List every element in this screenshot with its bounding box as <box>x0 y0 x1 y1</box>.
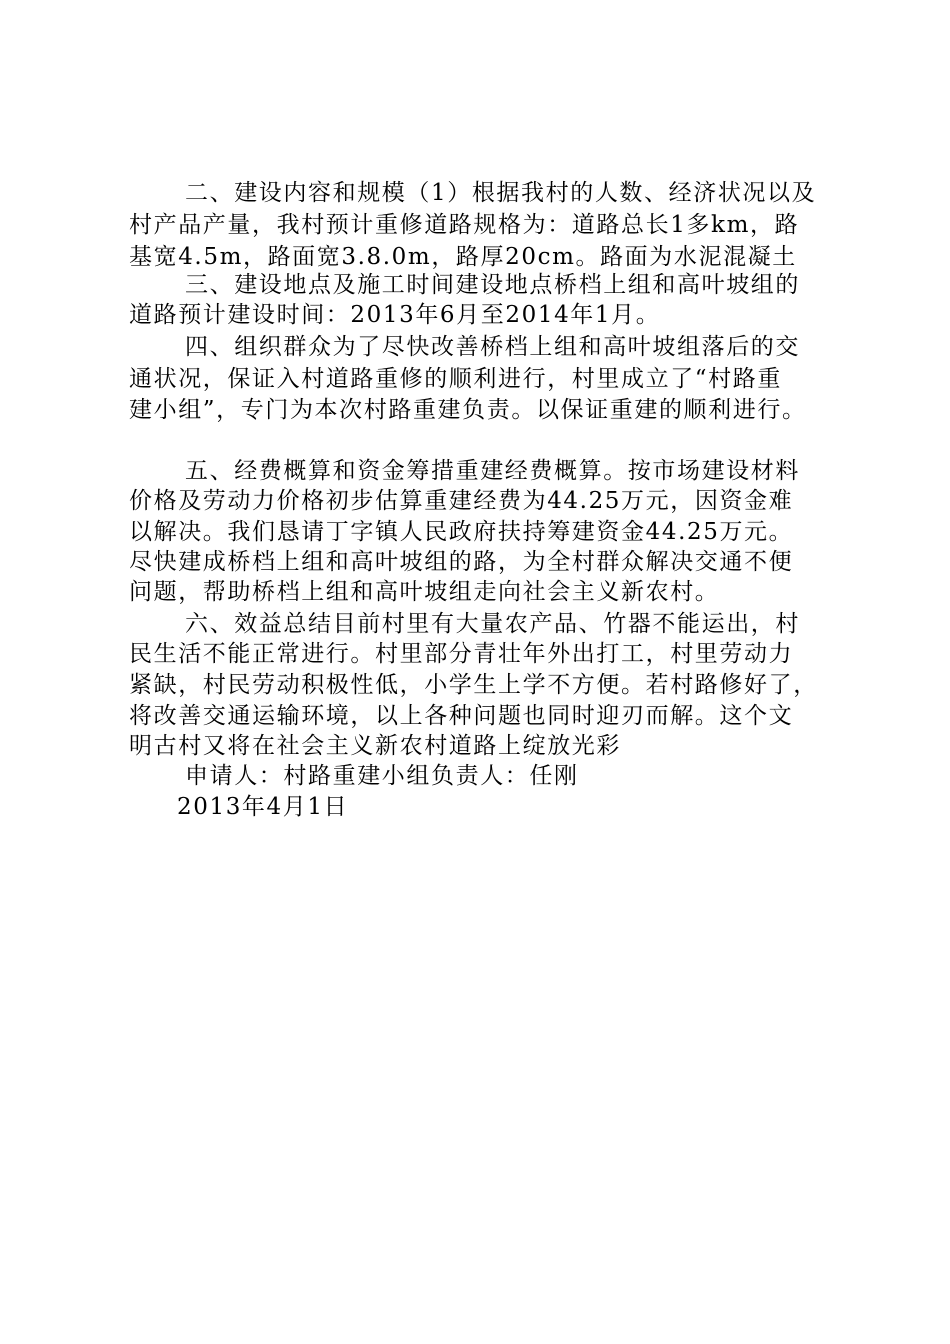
section-4-line-1: 四、组织群众为了尽快改善桥档上组和高叶坡组落后的交 <box>185 334 800 360</box>
section-5-line-2: 价格及劳动力价格初步估算重建经费为44.25万元，因资金难 <box>129 488 794 514</box>
section-6-line-2: 民生活不能正常进行。村里部分青壮年外出打工，村里劳动力 <box>129 641 794 667</box>
section-5-line-5: 问题，帮助桥档上组和高叶坡组走向社会主义新农村。 <box>129 579 720 605</box>
section-2-line-2: 村产品产量，我村预计重修道路规格为：道路总长1多km，路 <box>129 212 800 238</box>
section-3-line-1: 三、建设地点及施工时间建设地点桥档上组和高叶坡组的 <box>185 272 800 298</box>
section-4-line-2: 通状况，保证入村道路重修的顺利进行，村里成立了“村路重 <box>129 366 782 392</box>
section-5-line-3: 以解决。我们恳请丁字镇人民政府扶持筹建资金44.25万元。 <box>129 519 794 545</box>
date-line: 2013年4月1日 <box>177 794 349 820</box>
applicant-line: 申请人：村路重建小组负责人：任刚 <box>185 763 579 789</box>
section-3-line-2: 道路预计建设时间：2013年6月至2014年1月。 <box>129 302 661 328</box>
section-4-line-3: 建小组”，专门为本次村路重建负责。以保证重建的顺利进行。 <box>129 397 807 423</box>
section-2-line-1: 二、建设内容和规模（1）根据我村的人数、经济状况以及 <box>185 180 817 206</box>
section-6-line-4: 将改善交通运输环境，以上各种问题也同时迎刃而解。这个文 <box>129 703 794 729</box>
section-6-line-1: 六、效益总结目前村里有大量农产品、竹器不能运出，村 <box>185 611 800 637</box>
section-5-line-4: 尽快建成桥档上组和高叶坡组的路，为全村群众解决交通不便 <box>129 549 794 575</box>
section-5-line-1: 五、经费概算和资金筹措重建经费概算。按市场建设材料 <box>185 458 800 484</box>
section-2-line-3: 基宽4.5m，路面宽3.8.0m，路厚20cm。路面为水泥混凝土 <box>129 244 797 270</box>
section-6-line-3: 紧缺，村民劳动积极性低，小学生上学不方便。若村路修好了， <box>129 672 818 698</box>
section-6-line-5: 明古村又将在社会主义新农村道路上绽放光彩 <box>129 733 621 759</box>
